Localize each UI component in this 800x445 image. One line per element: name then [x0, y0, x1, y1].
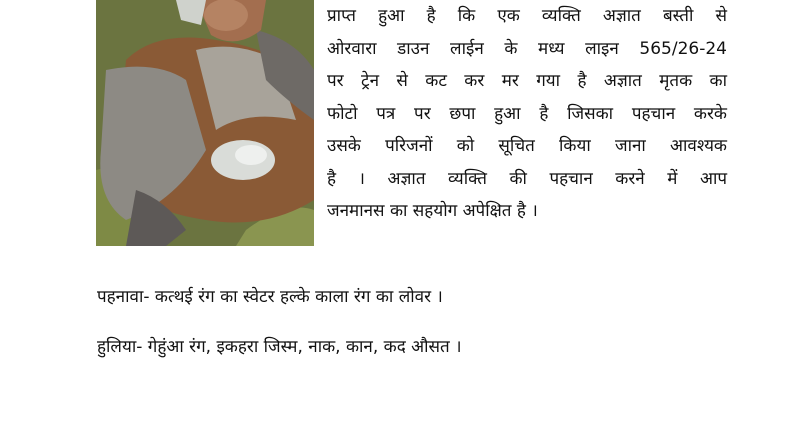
notice-paragraph	[327, 0, 727, 228]
notice-line: पर ट्रेन से कट कर मर गया है अज्ञात मृतक का	[327, 71, 727, 91]
photo-illustration	[96, 0, 314, 246]
deceased-photo	[96, 0, 314, 246]
notice-line: जनमानस का सहयोग अपेक्षित है ।	[327, 201, 538, 221]
appearance-description: हुलिया- गेहुंआ रंग, इकहरा जिस्म, नाक, कान, कद औसत ।	[97, 337, 462, 357]
notice-line: प्राप्त हुआ है कि एक व्यक्ति अज्ञात बस्ती से	[327, 6, 727, 26]
notice-line: फोटो पत्र पर छपा हुआ है जिसका पहचान करके	[327, 103, 727, 124]
notice-line: उसके परिजनों को सूचित किया जाना आवश्यक	[327, 136, 727, 156]
clothing-description: पहनावा- कत्थई रंग का स्वेटर हल्के काला रंग का लोवर ।	[97, 287, 443, 307]
notice-line: ओरवारा डाउन लाईन के मध्य लाइन 565/26-24	[327, 38, 727, 59]
notice-line: है । अज्ञात व्यक्ति की पहचान करने में आप	[327, 168, 727, 189]
